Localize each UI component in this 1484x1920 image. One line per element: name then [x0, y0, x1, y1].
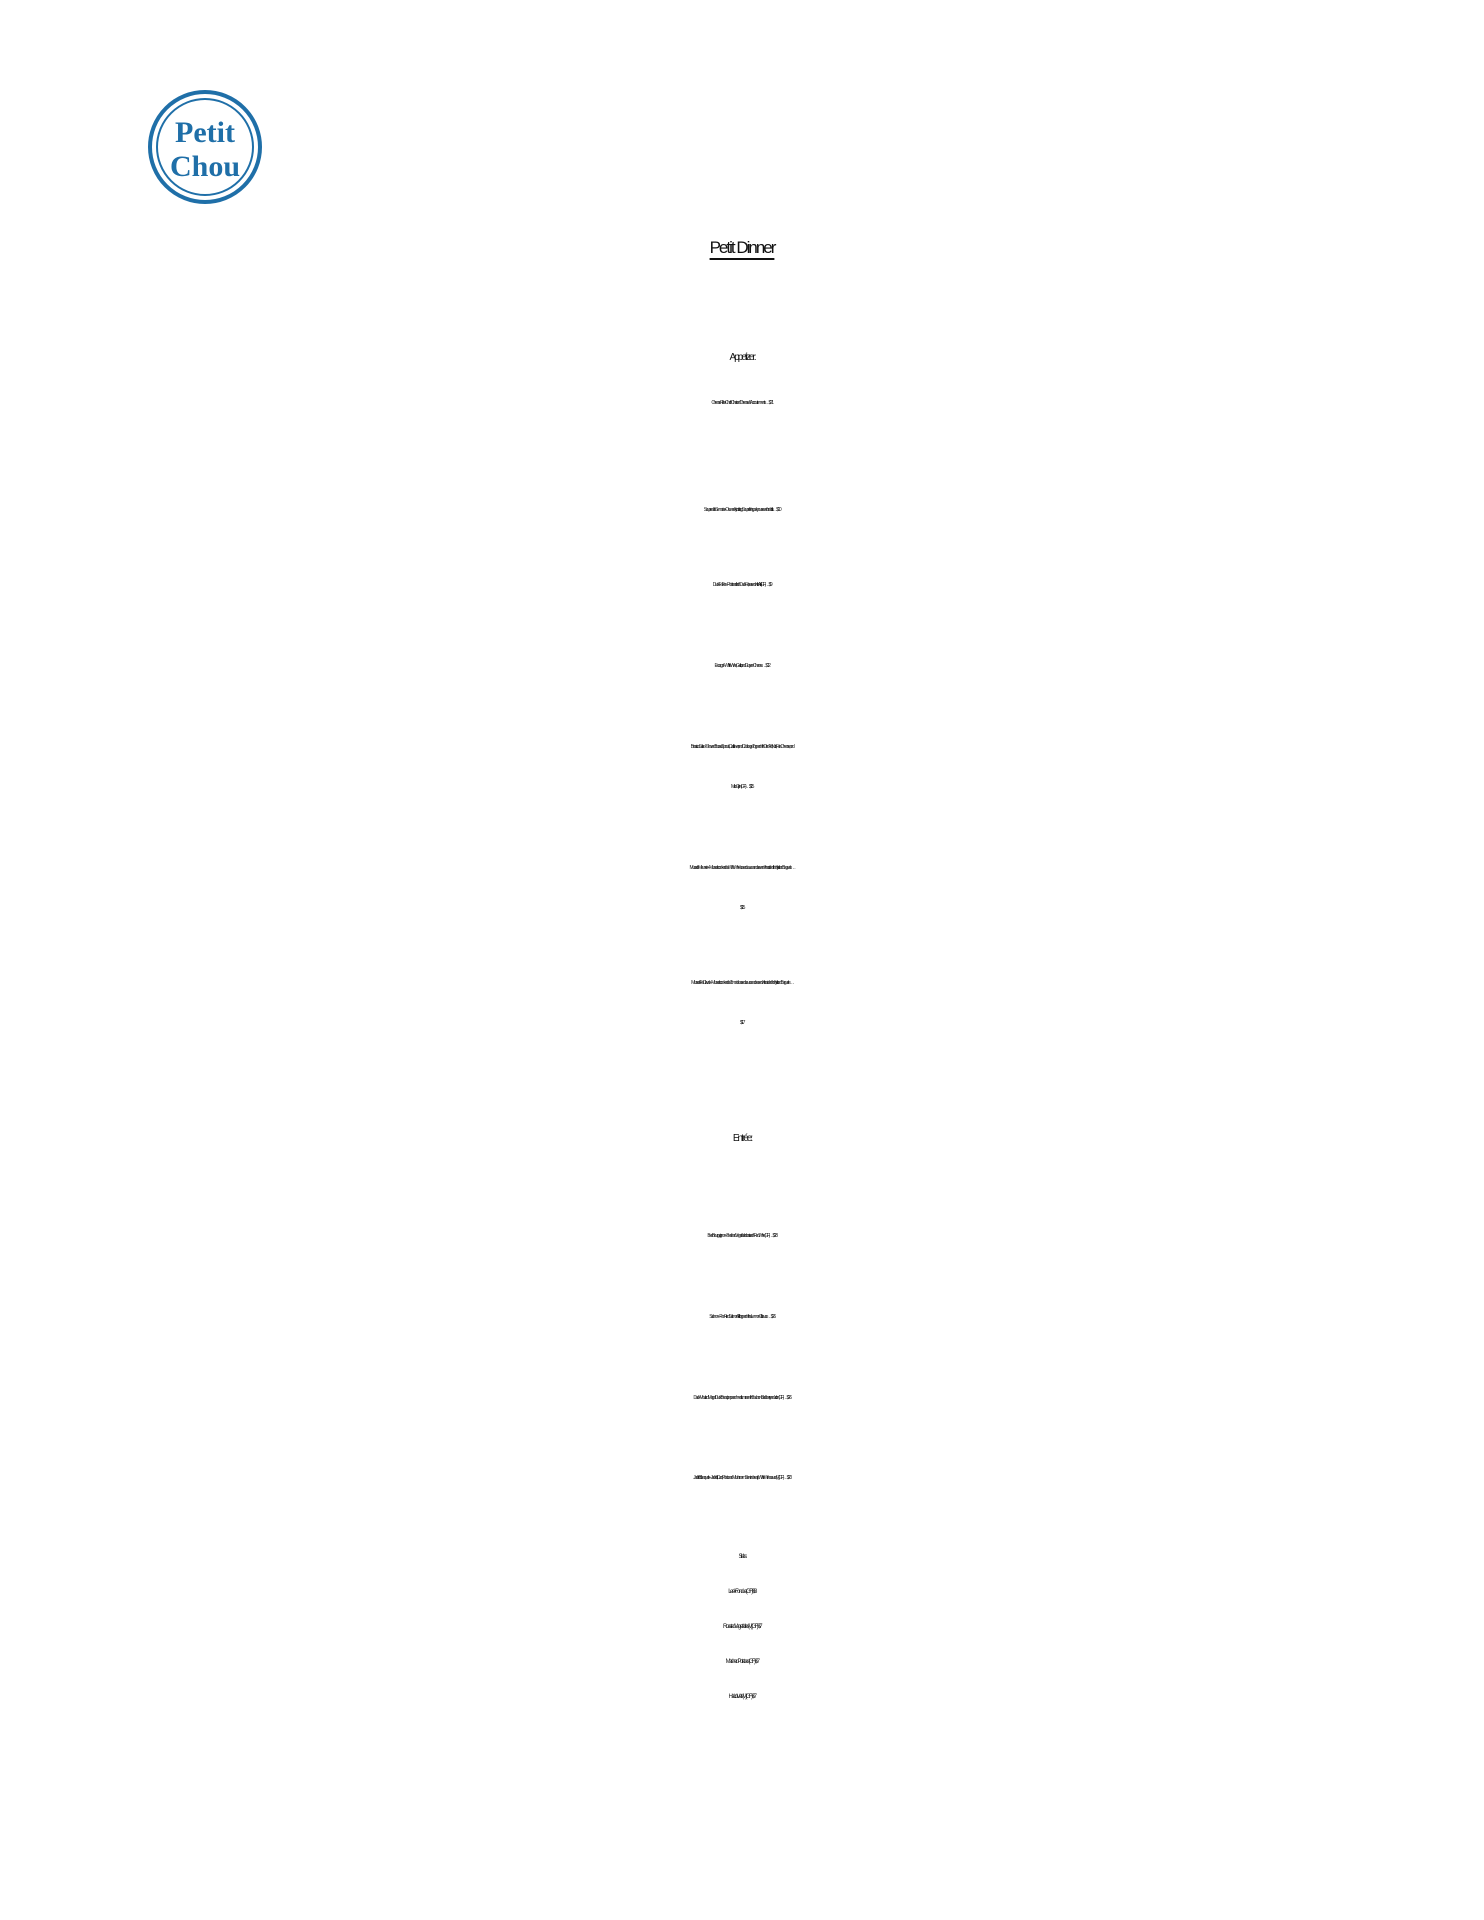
appetizer-heading: Appetizer: [729, 352, 755, 363]
item-escargot: Escargot – White Wine, Garlic, and Gruyere Cheese… $12 [714, 663, 770, 669]
side-item: Roasted Vegetables (V)(GF) -$7 [722, 1624, 762, 1630]
item-brassica-line-1: Brassica Salad – Shaved Brussel Sprouts, Cauliflower, and Cabbage. Topped with Dried Fruit, Nuts, Feta Cheese, and [690, 744, 794, 750]
item-mussels-meuneire-line-2: $15 [739, 905, 745, 911]
sides-heading: Sides: [738, 1554, 746, 1560]
entree-heading: Entrée: [732, 1133, 752, 1144]
item-mussels-diavalo-line-1: Mussels Fra Diavalo – Mussels cooked in a Tomato-based sauce and served with a side of freshly sliced Baguette… [691, 980, 793, 986]
side-item: Mashed Potatoes (GF) -$7 [725, 1659, 759, 1665]
logo-line-1: Petit [175, 116, 235, 149]
item-cheese-platter: Cheese Platter- Chef’s Choice of Cheese & Accoutrements … $21 [711, 400, 773, 406]
side-item: Haricot Verts (V)(GF) -$7 [728, 1694, 756, 1700]
item-soupe: Soupe de la Semaine- Our weekly rotating Soup offering, ask your server for details … $10 [703, 507, 781, 513]
item-jackfruit-blanquette: Jackfruit Blanquette – Jackfruit, Carrot, Potato and Mushroom Stew in a hearty White Wine sauce(V)(GF)… $20 [693, 1475, 791, 1481]
item-brassica-line-2: Miso-Dijon (GF)… $15 [730, 784, 753, 790]
item-salmon: Salmon – Pan-Fried Salmon Fillet topped with a Lemon-Dill sauce …$26 [709, 1314, 775, 1320]
menu-title: Petit Dinner [709, 238, 775, 257]
item-beef-bourguignon: Beef Bourguignon – Beef and Vegetables braised in Red Wine (GF)… $28 [707, 1233, 777, 1239]
logo-emblem [146, 88, 264, 206]
item-duck: Duck - Moulard Magret Duck Breast prepared medium rare with Bourbon-Blackberry reduction (GF) … $26 [693, 1395, 791, 1401]
petit-chou-logo [146, 88, 264, 206]
side-item: Leek Fondue (GF) - $8 [728, 1589, 756, 1595]
item-duck-fat-fries: Duck Fat Fries – Potatoes fried in Duck Fat, served with Aioli (GF)… $9 [712, 582, 772, 588]
logo-line-2: Chou [169, 150, 241, 183]
item-mussels-diavalo-line-2: $17 [739, 1020, 745, 1026]
item-mussels-meuneire-line-1: Mussels Meuneire – Mussels cooked in a White Wine-based sauce and served with a side of freshly sliced Baguette… [689, 865, 795, 871]
